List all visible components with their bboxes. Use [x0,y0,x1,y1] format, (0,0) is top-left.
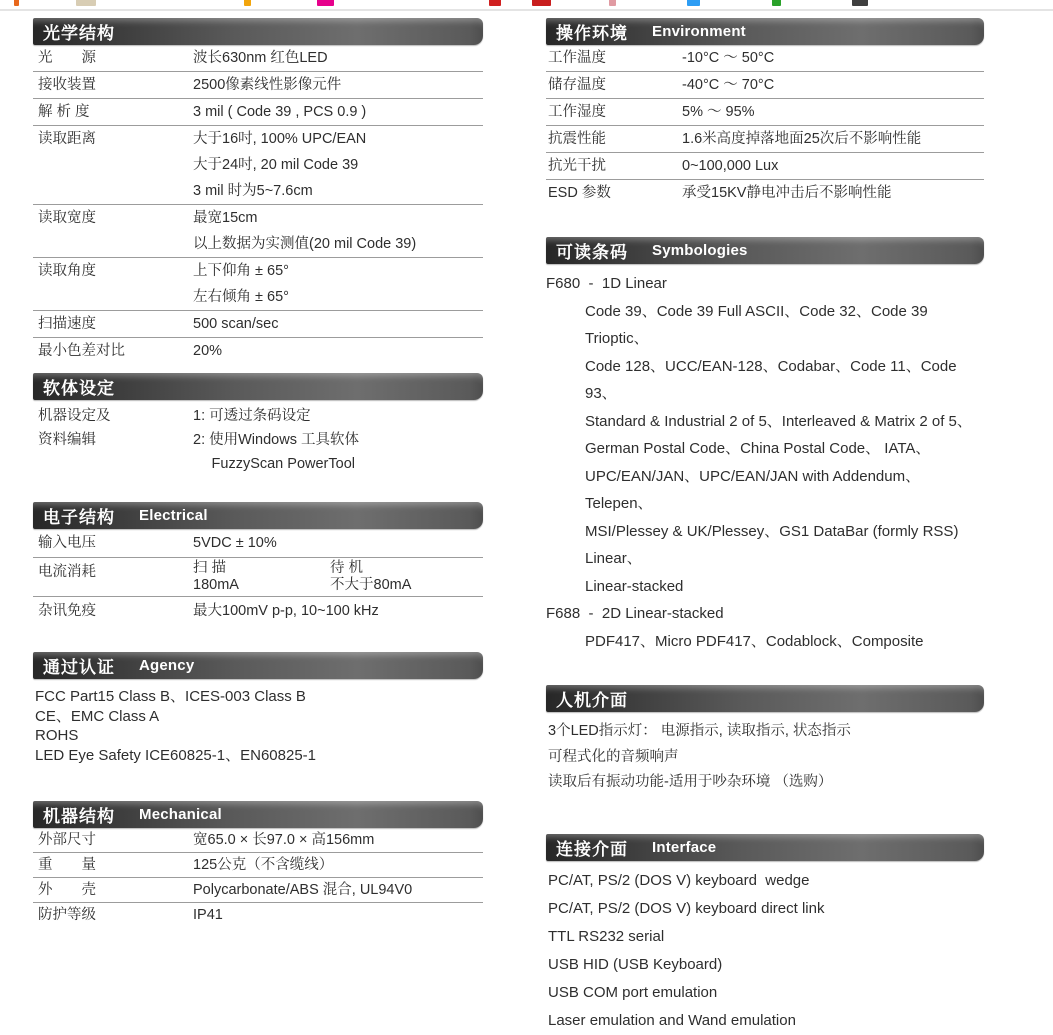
section-title-zh: 人机介面 [556,691,628,710]
table-row [546,180,984,206]
spec-list [546,719,984,796]
row-value-line: 5VDC ± 10% [193,535,277,551]
row-label: 杂讯免疫 [38,603,96,619]
table-row [33,529,483,558]
row-values [682,126,984,152]
bookmark-favicon-fragment-6[interactable] [609,0,616,6]
row-value-line: 5% ～ 95% [682,104,755,120]
row-label: 解 析 度 [38,104,90,120]
list-line: USB COM port emulation [548,983,718,1001]
section-title-en: Electrical [139,507,208,524]
list-line: TTL RS232 serial [548,927,665,945]
table-row [546,99,984,126]
row-values [193,126,483,204]
row-label: 读取距离 [38,131,96,147]
table-row [33,404,483,428]
row-label: 外 壳 [38,882,96,898]
section-title-en: Symbologies [652,242,748,259]
list-line: ROHS [35,727,79,744]
section-symbologies [546,237,984,655]
section-title-en: Environment [652,23,746,40]
list-line: 读取后有振动功能-适用于吵杂环境 （选购） [548,774,833,790]
row-label: 资料编辑 [38,432,96,448]
outline-line: MSI/Plessey & UK/Plessey、GS1 DataBar (formly RSS) Linear、 [585,522,963,567]
table-row [33,558,483,597]
bookmark-favicon-fragment-5[interactable] [532,0,551,6]
row-value-line: 1.6米高度掉落地面25次后不影响性能 [682,131,922,147]
row-value-line: 20% [193,343,223,359]
row-label: 扫描速度 [38,316,96,332]
bookmark-favicon-fragment-2[interactable] [244,0,251,6]
section-title-en: Interface [652,838,717,856]
table-row [33,597,483,625]
list-line: CE、EMC Class A [35,707,160,725]
section-title-zh: 软体设定 [43,379,115,398]
section-mechanical [33,801,483,927]
section-title-en: Mechanical [139,806,222,823]
outline-line: Code 128、UCC/EAN-128、Codabar、Code 11、Code 93、 [585,357,961,402]
row-label: 工作温度 [548,50,606,66]
row-values [193,878,483,902]
section-header-optical [33,18,483,45]
row-values [682,72,984,98]
row-values [193,404,483,428]
outline-line: Code 39、Code 39 Full ASCII、Code 32、Code 39 Trioptic、 [585,302,932,347]
section-title-zh: 通过认证 [43,658,115,677]
list-line: USB HID (USB Keyboard) [548,955,723,973]
section-header-software [33,373,483,400]
column-left [33,18,483,1035]
value-sub-col-2: 不大于80mA [330,577,412,593]
table-row [33,311,483,338]
outline-line: PDF417、Micro PDF417、Codablock、Composite [585,632,924,650]
section-header-agency [33,652,483,679]
row-values [193,311,483,337]
row-label: 电流消耗 [38,564,96,580]
section-header-mechanical [33,801,483,828]
section-title-en: Agency [139,657,195,674]
row-label: 接收装置 [38,77,96,93]
table-row [546,126,984,153]
row-value-line: 500 scan/sec [193,316,279,332]
outline-line: F680 - 1D Linear [546,275,667,292]
row-label: ESD 参数 [548,185,611,201]
row-values [193,45,483,71]
row-value-line: 2: 使用Windows 工具软体 [193,432,359,448]
list-line: LED Eye Safety ICE60825-1、EN60825-1 [35,746,316,764]
spec-list [33,687,483,765]
row-label: 抗震性能 [548,131,606,147]
table-row [546,153,984,180]
row-value-line: FuzzyScan PowerTool [193,456,355,472]
table-row [33,903,483,927]
list-line: FCC Part15 Class B、ICES-003 Class B [35,688,306,705]
table-row [546,72,984,99]
row-value-line: 125公克（不含缆线） [193,857,334,873]
list-line: PC/AT, PS/2 (DOS V) keyboard direct link [548,899,825,917]
section-header-hmi [546,685,984,712]
section-header-electrical [33,502,483,529]
row-label: 重 量 [38,857,96,873]
outline-line: Standard & Industrial 2 of 5、Interleaved & Matrix 2 of 5、 [585,412,972,430]
row-values [682,180,984,206]
section-title-zh: 机器结构 [43,807,115,826]
row-values [682,45,984,71]
table-row [33,258,483,311]
outline-line: German Postal Code、China Postal Code、 IATA、 [585,440,931,457]
row-value-line: 大于16吋, 100% UPC/EAN [193,131,367,147]
row-value-line: 0~100,000 Lux [682,158,779,174]
table-row [546,45,984,72]
row-value-line: 承受15KV静电冲击后不影响性能 [682,185,892,201]
row-value-line: 上下仰角 ± 65° [193,263,289,279]
list-line: PC/AT, PS/2 (DOS V) keyboard wedge [548,871,810,889]
section-title-zh: 连接介面 [556,839,628,859]
section-title-zh: 操作环境 [556,24,628,43]
row-label: 外部尺寸 [38,832,96,848]
row-values [193,205,483,257]
section-title-zh: 电子结构 [43,508,115,527]
table-row [33,205,483,258]
spec-table [33,45,483,364]
outline-line: Linear-stacked [585,577,684,595]
row-value-line: IP41 [193,907,223,923]
value-sub-col-2: 待 机 [330,560,364,576]
row-value-line [193,577,483,594]
section-interface [546,834,984,1035]
section-agency [33,652,483,765]
row-label: 光 源 [38,50,96,66]
column-right [546,18,984,1035]
section-electrical [33,502,483,625]
spec-sheet [33,18,984,1035]
row-label: 抗光干扰 [548,158,606,174]
value-sub-col-1: 180mA [193,577,239,593]
row-values [193,72,483,98]
section-header-environment [546,18,984,45]
row-value-line: 波长630nm 红色LED [193,50,328,66]
value-sub-col-1: 扫 描 [193,560,227,576]
table-row [33,72,483,99]
section-title-zh: 光学结构 [43,24,115,43]
outline-line: UPC/EAN/JAN、UPC/EAN/JAN with Addendum、Telepen、 [585,467,921,512]
spec-table [546,45,984,206]
spec-table [33,529,483,625]
section-header-interface [546,834,984,861]
row-value-line: Polycarbonate/ABS 混合, UL94V0 [193,882,413,898]
row-label: 机器设定及 [38,408,111,424]
section-optical [33,18,483,364]
row-values [193,903,483,927]
symbology-outline [546,270,984,655]
row-value-line: 左右倾角 ± 65° [193,289,289,305]
table-row [33,853,483,878]
table-row [33,428,483,476]
row-value-line: 大于24吋, 20 mil Code 39 [193,157,359,173]
section-title-zh: 可读条码 [556,243,628,262]
bookmark-favicon-fragment-8[interactable] [772,0,781,6]
spec-table [33,828,483,927]
row-label: 工作湿度 [548,104,606,120]
row-label: 输入电压 [38,535,96,551]
table-row [33,338,483,364]
row-value-line: 1: 可透过条码设定 [193,408,311,424]
outline-line: F688 - 2D Linear-stacked [546,605,724,622]
list-line: 3个LED指示灯： 电源指示, 读取指示, 状态指示 [548,723,851,739]
row-value-line: 以上数据为实测值(20 mil Code 39) [193,236,417,252]
bookmark-favicon-fragment-9[interactable] [852,0,868,6]
browser-bookmarks-strip [0,0,1053,11]
spec-table [33,400,483,476]
row-value-line [193,560,483,577]
section-software [33,373,483,476]
bookmark-favicon-fragment-7[interactable] [687,0,700,6]
list-line: 可程式化的音频响声 [548,748,679,765]
bookmark-favicon-fragment-4[interactable] [489,0,501,6]
section-environment [546,18,984,206]
table-row [33,828,483,853]
row-value-line: -40°C ～ 70°C [682,77,775,93]
row-values [682,99,984,125]
list-line: Laser emulation and Wand emulation [548,1011,796,1029]
row-values [193,599,483,623]
bookmark-favicon-fragment-0[interactable] [14,0,19,6]
row-value-line: 最宽15cm [193,210,258,226]
section-hmi [546,685,984,796]
bookmark-favicon-fragment-3[interactable] [317,0,334,6]
bookmark-favicon-fragment-1[interactable] [76,0,96,6]
row-value-line: 3 mil ( Code 39 , PCS 0.9 ) [193,104,367,120]
row-values [682,153,984,179]
row-label: 读取宽度 [38,210,96,226]
row-values [193,853,483,877]
row-value-line: 2500像素线性影像元件 [193,77,342,93]
table-row [33,878,483,903]
row-value-line: 最大100mV p-p, 10~100 kHz [193,603,379,619]
toolbar-divider [0,9,1053,11]
row-value-line: 3 mil 时为5~7.6cm [193,183,313,199]
row-values [193,828,483,852]
section-header-symbologies [546,237,984,264]
row-values [193,258,483,310]
row-label: 读取角度 [38,263,96,279]
row-label: 防护等级 [38,907,96,923]
row-values [193,338,483,364]
row-values [193,99,483,125]
row-value-line: -10°C ～ 50°C [682,50,775,66]
row-label: 储存温度 [548,77,606,93]
row-value-line: 宽65.0 × 长97.0 × 高156mm [193,832,375,848]
table-row [33,99,483,126]
row-values [193,531,483,555]
spec-list [546,867,984,1035]
row-values [193,560,483,594]
table-row [33,45,483,72]
row-values [193,428,483,476]
row-label: 最小色差对比 [38,343,125,359]
table-row [33,126,483,205]
